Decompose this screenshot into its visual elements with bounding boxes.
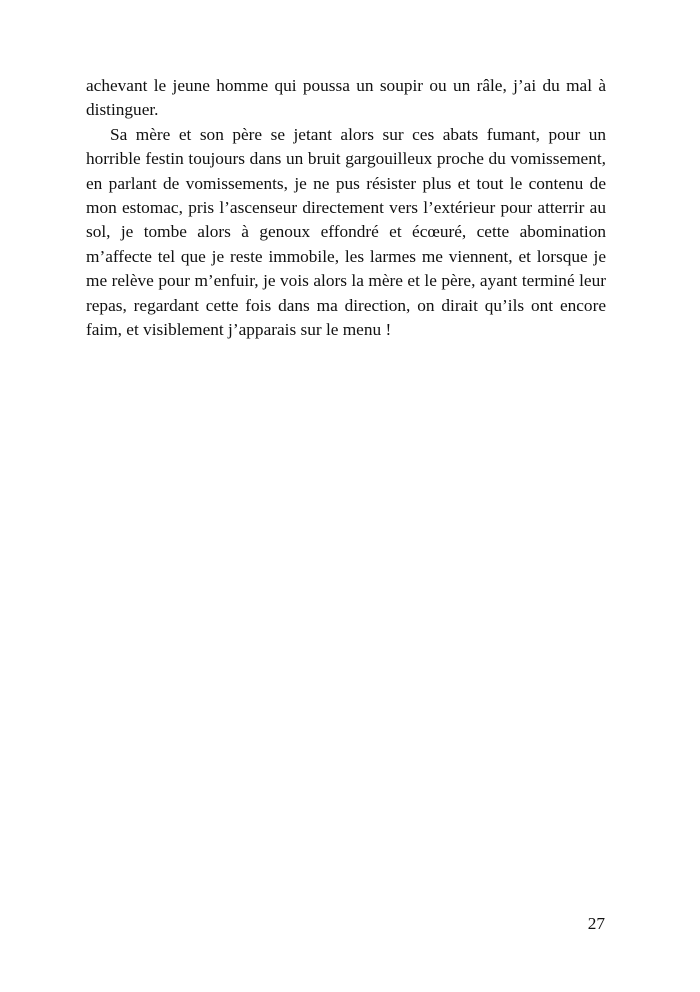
page-number: 27 <box>587 914 605 933</box>
paragraph: Sa mère et son père se jetant alors sur ces abats fumant, pour un horrible festin toujours dans un bruit gargouilleux proche du vomissement, en parlant de vomissements, je ne pus résister plus et tout le contenu de mon estomac, pris l’ascenseur directement vers l’extérieur pour atterrir au sol, je tombe alors à genoux effondré et écœuré, cette abomination m’affecte tel que je reste immobile, les larmes me viennent, et lorsque je me relève pour m’enfuir, je vois alors la mère et le père, ayant terminé leur repas, regardant cette fois dans ma direction, on dirait qu’ils ont encore faim, et visiblement j’apparais sur le menu ! <box>86 124 606 340</box>
paragraph-continuation: achevant le jeune homme qui poussa un soupir ou un râle, j’ai du mal à distinguer. <box>86 76 606 120</box>
body-text <box>86 74 606 342</box>
